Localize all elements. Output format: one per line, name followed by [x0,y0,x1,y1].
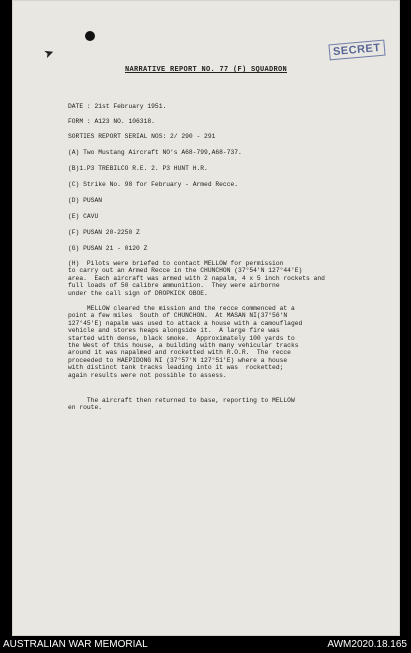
archive-footer [0,636,411,653]
item-d: (D) PUSAN [68,197,103,204]
item-c: (C) Strike No. 98 for February - Armed Recce. [68,181,239,188]
date-line: DATE : 21st February 1951. [68,103,167,110]
form-line: FORM : A123 NO. 106318. [68,118,155,125]
item-f: (F) PUSAN 20-2250 Z [68,229,140,236]
item-g: (G) PUSAN 21 - 0120 Z [68,245,148,252]
report-title: NARRATIVE REPORT NO. 77 (F) SQUADRON [124,66,288,74]
pin-mark-icon: ➤ [41,44,57,62]
paragraph-return: The aircraft then returned to base, reporting to MELLOW en route. [68,397,295,412]
document-page [12,0,400,636]
archive-reference: AWM2020.18.165 [327,639,407,650]
item-a: (A) Two Mustang Aircraft NO's A68-799,A68-737. [68,149,242,156]
secret-stamp: SECRET [328,40,385,61]
archive-name: AUSTRALIAN WAR MEMORIAL [3,639,148,650]
paragraph-h: (H) Pilots were briefed to contact MELLOW for permission to carry out an Armed Recce in the CHUNCHON (37°54'N 127°44'E) area. Each aircraft was armed with 2 napalm, 4 x 5 inch rockets and full loads of 50 calibre ammunition. They were airborne under the call sign of DROPKICK OBOE. [68,260,325,297]
paragraph-mission: MELLOW cleared the mission and the recce commenced at a point a few miles South of CHUNCHON. At MASAN NI(37°56'N 127°45'E) napalm was used to attack a house with a camouflaged vehicle and stores heaps alongside it. A large fire was started with dense, black smoke. Approximately 100 yards to the West of this house, a building with many vehicular tracks around it was napalmed and rocketted with R.O.R. The recce proceeded to HAEPIDONG NI (37°57'N 127°51'E) where a house with distinct tank tracks leading into it was rocketted; again results were not possible to assess. [68,305,303,379]
item-b: (B)1.P3 TREBILCO R.E. 2. P3 HUNT H.R. [68,165,208,172]
punch-hole [85,31,95,41]
sorties-line: SORTIES REPORT SERIAL NOS: 2/ 290 - 291 [68,133,216,140]
item-e: (E) CAVU [68,213,99,220]
